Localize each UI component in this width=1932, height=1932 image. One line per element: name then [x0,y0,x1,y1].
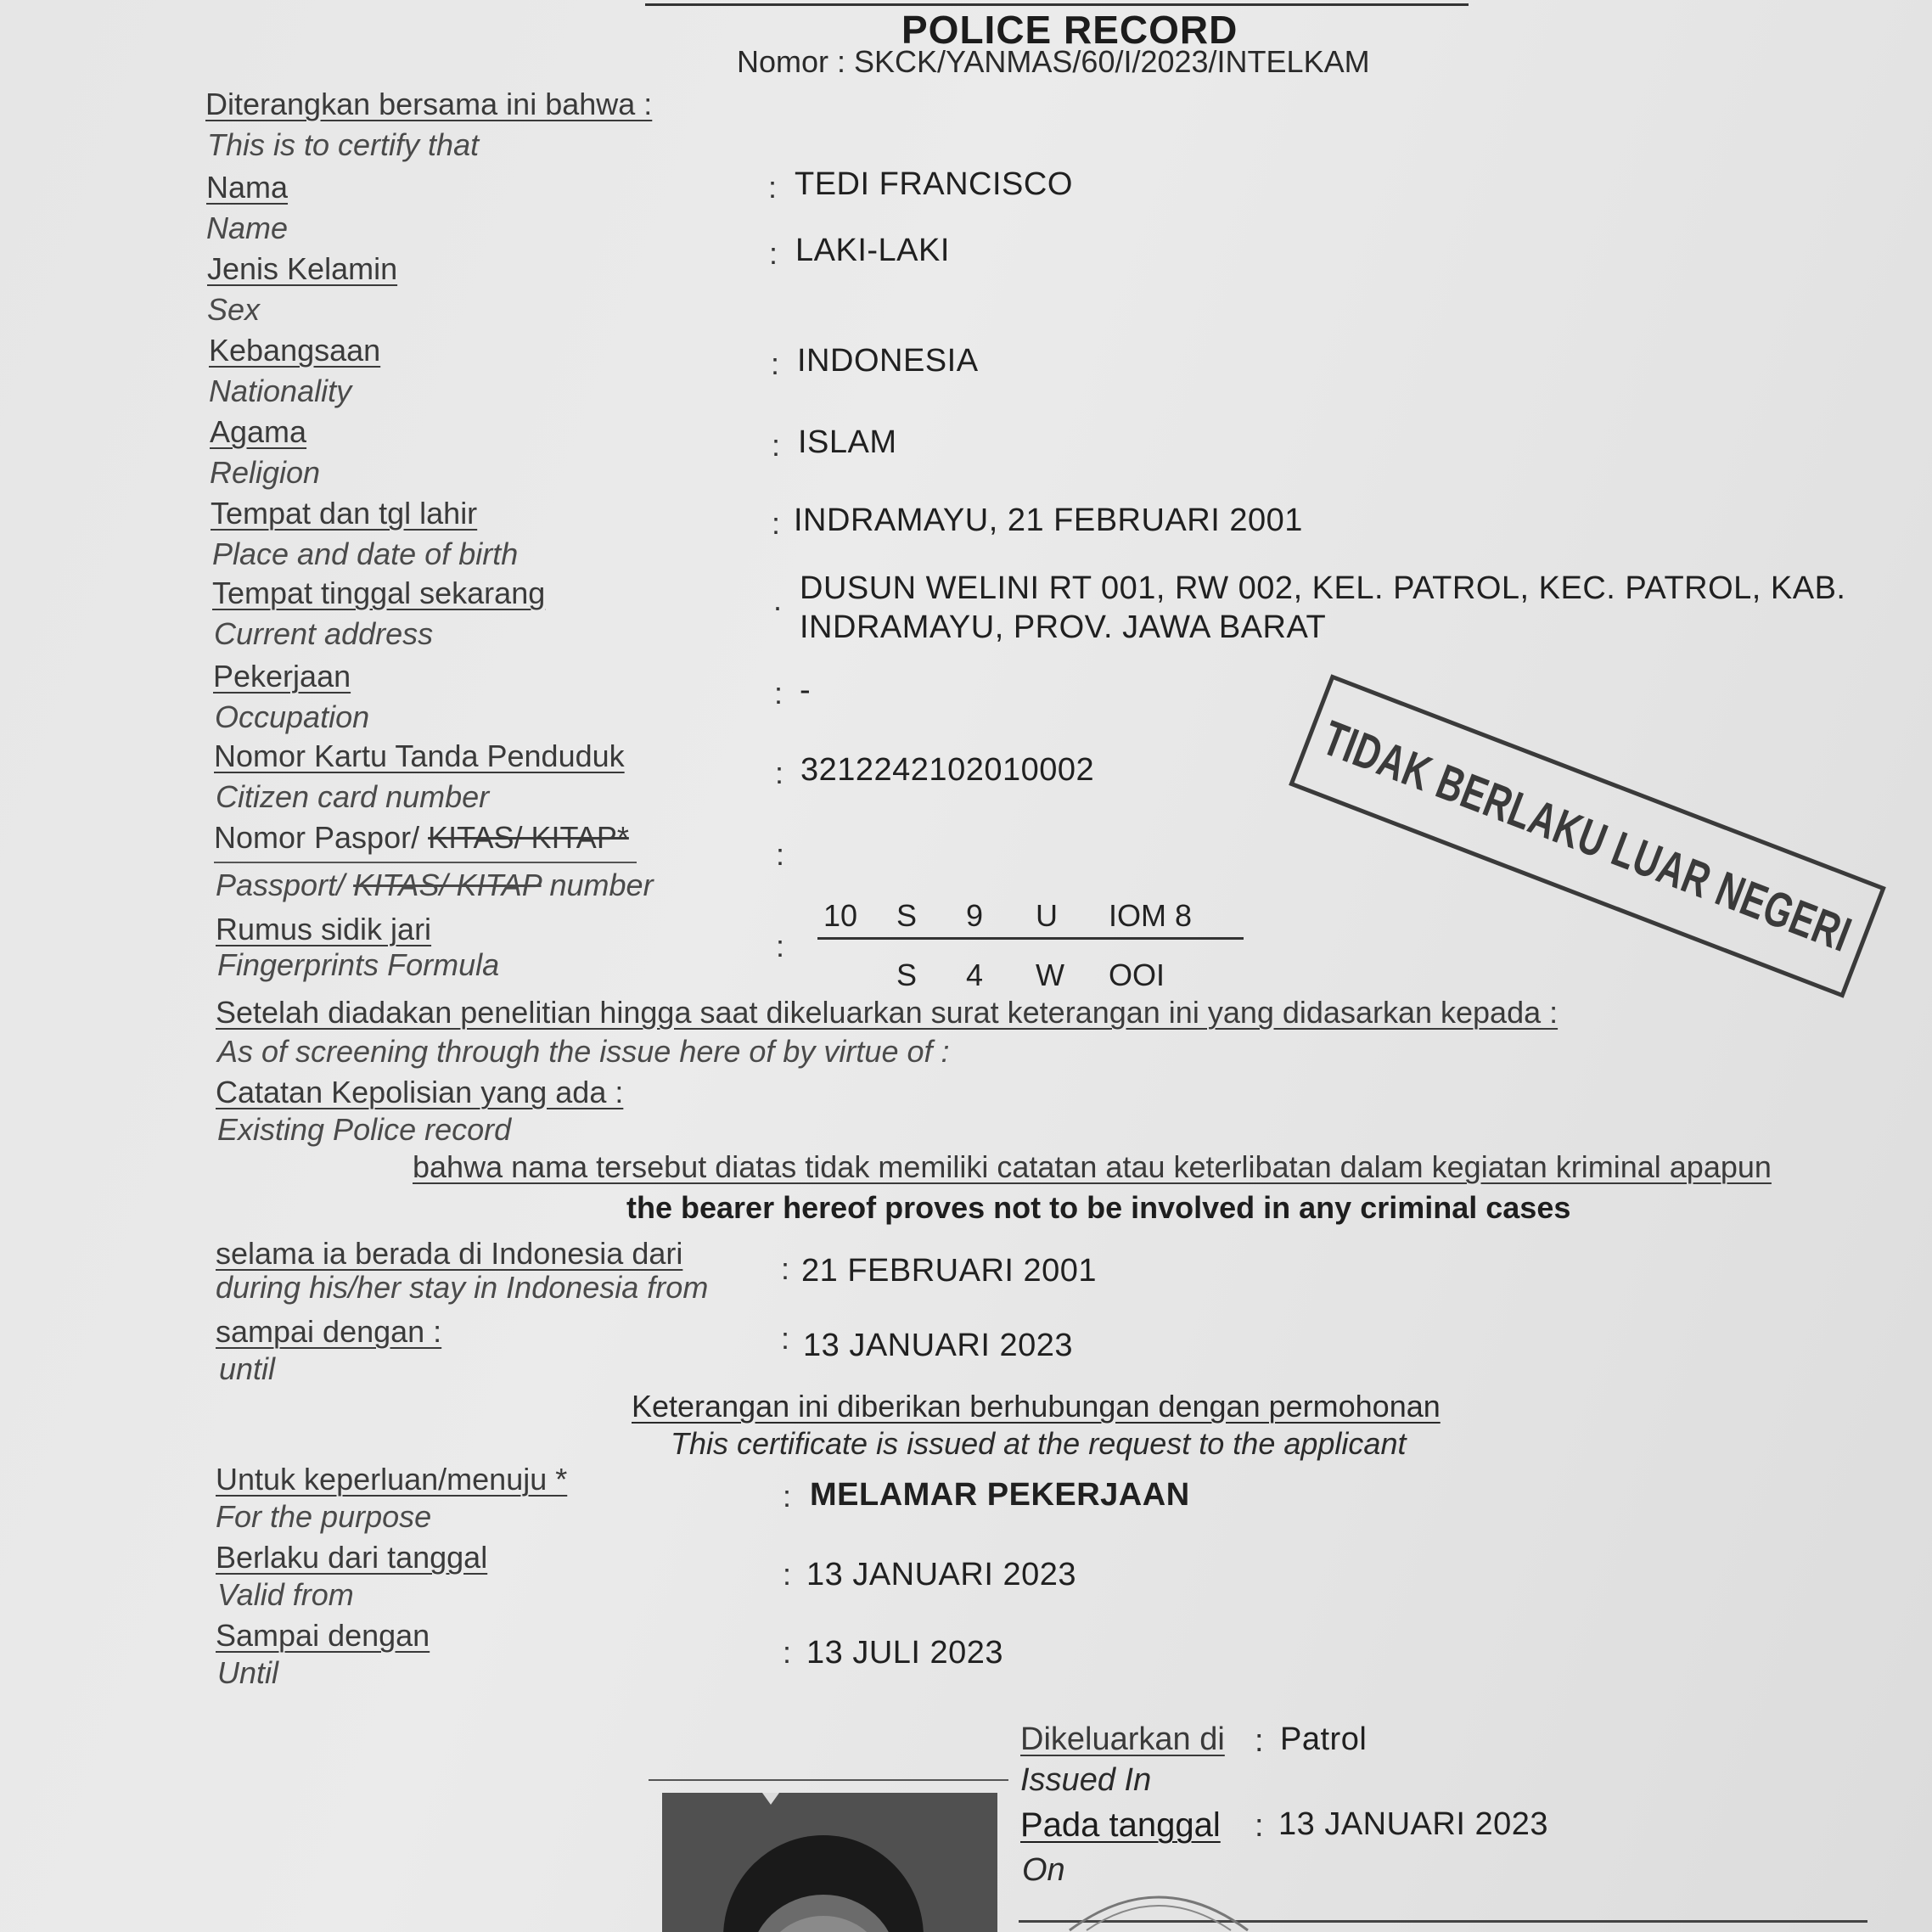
citizen-card-colon: : [775,755,784,790]
valid-from-colon: : [783,1557,792,1592]
stay-from-value: 21 FEBRUARI 2001 [801,1253,1098,1289]
religion-colon: : [772,428,781,463]
religion-value: ISLAM [798,424,897,460]
occupation-label: Pekerjaan [213,659,351,694]
birth-label: Tempat dan tgl lahir [211,496,478,531]
name-label: Nama [206,170,289,205]
passport-english [216,868,654,903]
occupation-english: Occupation [215,699,370,734]
fingerprint-top-1: 10 [823,898,858,933]
citizen-card-english: Citizen card number [216,779,490,814]
nationality-english: Nationality [209,373,352,408]
passport-label-b: KITAS/ KITAP* [428,820,629,855]
passport-label-a: Nomor Paspor/ [214,820,420,855]
address-value-line2: INDRAMAYU, PROV. JAWA BARAT [800,609,1327,645]
stay-from-english: during his/her stay in Indonesia from [216,1270,709,1305]
bearer-photo [662,1793,997,1932]
stay-until-english: until [219,1351,276,1386]
issued-in-colon: : [1255,1723,1264,1759]
cut-top-title-line [645,0,1469,6]
name-english: Name [206,211,289,245]
sex-english: Sex [207,292,261,327]
fingerprint-bottom-3: W [1036,958,1064,992]
nationality-label: Kebangsaan [209,333,381,368]
issued-on-label: Pada tanggal [1020,1806,1221,1844]
valid-until-english: Until [217,1655,279,1690]
passport-english-b: KITAS/ KITAP [353,868,542,902]
purpose-colon: : [783,1479,792,1514]
fingerprint-label: Rumus sidik jari [216,912,432,946]
citizen-card-value: 3212242102010002 [800,752,1095,788]
fingerprint-bottom-2: 4 [966,958,984,992]
nationality-value: INDONESIA [797,343,979,379]
stay-from-colon: : [781,1251,790,1286]
request-english: This certificate is issued at the request to the applicant [671,1426,1407,1461]
sex-value: LAKI-LAKI [795,233,950,268]
address-label: Tempat tinggal sekarang [212,576,546,610]
sex-colon: : [769,236,778,271]
birth-colon: : [772,506,781,541]
nationality-colon: : [771,346,780,381]
passport-english-c: number [549,868,654,902]
stay-until-colon: : [781,1321,790,1356]
fingerprint-bottom-4: OOI [1109,958,1165,992]
passport-english-a: Passport/ [216,868,345,902]
document-number: Nomor : SKCK/YANMAS/60/I/2023/INTELKAM [737,44,1370,79]
valid-from-english: Valid from [217,1577,354,1612]
request-label: Keterangan ini diberikan berhubungan dengan permohonan [632,1389,1441,1424]
passport-colon: : [776,837,785,872]
fingerprint-top-2: S [896,898,918,933]
purpose-label: Untuk keperluan/menuju * [216,1462,568,1497]
birth-english: Place and date of birth [212,536,519,571]
fingerprint-top-4: U [1036,898,1058,933]
valid-from-value: 13 JANUARI 2023 [806,1557,1076,1592]
issued-on-english: On [1022,1852,1065,1888]
birth-value: INDRAMAYU, 21 FEBRUARI 2001 [794,503,1303,538]
passport-label-underline [214,862,637,863]
occupation-colon: : [774,676,783,710]
stamp-text: TIDAK BERLAKU LUAR NEGERI [1315,710,1860,963]
stay-from-label: selama ia berada di Indonesia dari [216,1236,683,1271]
religion-label: Agama [210,414,307,449]
address-english: Current address [214,616,434,651]
stamp-not-valid-abroad [1289,674,1886,998]
valid-until-colon: : [783,1635,792,1670]
passport-label [214,820,629,856]
fingerprint-fraction-line [817,937,1244,940]
screening-english: As of screening through the issue here of by virtue of : [217,1034,950,1069]
fingerprint-colon: : [776,929,785,963]
bearer-photo-figure [662,1793,997,1932]
valid-until-label: Sampai dengan [216,1618,430,1653]
intro-label: Diterangkan bersama ini bahwa : [205,87,653,121]
police-record-label: Catatan Kepolisian yang ada : [216,1075,624,1109]
address-colon: . [773,582,783,617]
document-title: POLICE RECORD [901,8,1238,52]
valid-until-value: 13 JULI 2023 [806,1635,1004,1671]
issued-on-colon: : [1255,1808,1264,1844]
intro-english: This is to certify that [207,127,480,162]
issued-in-value: Patrol [1280,1721,1368,1757]
purpose-value: MELAMAR PEKERJAAN [810,1477,1190,1513]
fingerprint-bottom-1: S [896,958,918,992]
record-statement: bahwa nama tersebut diatas tidak memiliki catatan atau keterlibatan dalam kegiatan kriminal apapun [413,1149,1772,1184]
religion-english: Religion [210,455,321,490]
record-statement-english: the bearer hereof proves not to be involved in any criminal cases [626,1190,1571,1225]
fingerprint-top-3: 9 [966,898,984,933]
fingerprint-english: Fingerprints Formula [217,947,500,982]
purpose-english: For the purpose [216,1499,432,1534]
official-seal-edge [1061,1881,1256,1932]
citizen-card-label: Nomor Kartu Tanda Penduduk [214,739,625,773]
address-value-line1: DUSUN WELINI RT 001, RW 002, KEL. PATROL, KEC. PATROL, KAB. [800,570,1846,606]
police-record-english: Existing Police record [217,1112,512,1147]
issued-separator-line [649,1779,1008,1781]
sex-label: Jenis Kelamin [207,251,398,286]
screening-label: Setelah diadakan penelitian hingga saat dikeluarkan surat keterangan ini yang didasarkan kepada : [216,995,1559,1030]
name-value: TEDI FRANCISCO [795,166,1073,202]
name-colon: : [768,170,778,205]
issued-in-label: Dikeluarkan di [1020,1721,1225,1757]
issued-in-english: Issued In [1020,1762,1152,1798]
fingerprint-top-5: IOM 8 [1109,898,1193,933]
stay-until-label: sampai dengan : [216,1314,442,1349]
occupation-value: - [800,672,812,708]
stay-until-value: 13 JANUARI 2023 [803,1328,1073,1363]
issued-on-value: 13 JANUARI 2023 [1278,1806,1548,1842]
valid-from-label: Berlaku dari tanggal [216,1540,488,1575]
